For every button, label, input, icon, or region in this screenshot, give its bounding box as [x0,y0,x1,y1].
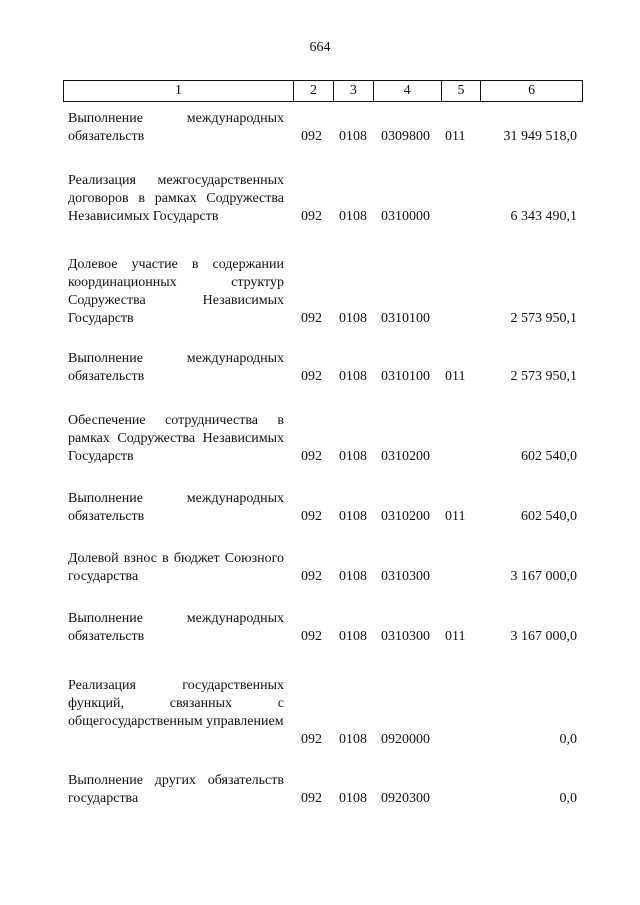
row-col-4: 0310000 [381,209,430,224]
row-col-4: 0310100 [381,369,430,384]
header-col-1: 1 [175,83,183,98]
page-number: 664 [309,40,331,55]
row-col-4: 0310300 [381,629,430,644]
row-col-6: 602 540,0 [521,509,577,524]
row-col-2: 092 [301,311,322,326]
header-col-3: 3 [333,81,373,101]
row-name: Долевое участие в содержании координационных структур Содружества Независимых Государств [68,257,284,326]
row-col-4: 0920300 [381,791,430,806]
row-col-2: 092 [301,369,322,384]
row-col-2: 092 [301,129,322,144]
row-col-3: 0108 [339,129,367,144]
row-col-6: 6 343 490,1 [510,209,577,224]
row-col-6: 2 573 950,1 [510,369,577,384]
row-col-3: 0108 [339,509,367,524]
header-col-6: 6 [480,81,582,101]
row-col-6: 2 573 950,1 [510,311,577,326]
row-col-6: 0,0 [559,732,577,747]
row-col-4: 0310100 [381,311,430,326]
row-col-4: 0310200 [381,449,430,464]
row-col-3: 0108 [339,311,367,326]
row-col-3: 0108 [339,209,367,224]
row-col-2: 092 [301,569,322,584]
row-col-6: 602 540,0 [521,449,577,464]
row-col-4: 0310200 [381,509,430,524]
header-col-5: 5 [441,81,481,101]
row-col-5: 011 [445,369,466,384]
row-col-4: 0920000 [381,732,430,747]
table-header [63,80,583,102]
row-name: Реализация межгосударственных договоров в рамках Содружества Независимых Государств [68,173,284,224]
row-col-3: 0108 [339,449,367,464]
row-name: Выполнение международных обязательств [68,491,284,524]
row-col-2: 092 [301,791,322,806]
row-col-6: 3 167 000,0 [510,569,577,584]
row-name: Реализация государственных функций, связанных с общегосударственным управлением [68,678,284,729]
row-col-3: 0108 [339,569,367,584]
row-name: Выполнение международных обязательств [68,351,284,384]
row-col-6: 3 167 000,0 [510,629,577,644]
header-col-2: 2 [293,81,333,101]
header-col-4: 4 [373,81,441,101]
row-col-5: 011 [445,629,466,644]
row-col-2: 092 [301,209,322,224]
row-col-5: 011 [445,509,466,524]
row-col-2: 092 [301,732,322,747]
row-col-3: 0108 [339,369,367,384]
row-col-2: 092 [301,509,322,524]
row-col-6: 0,0 [559,791,577,806]
row-col-6: 31 949 518,0 [503,129,577,144]
row-name: Выполнение международных обязательств [68,111,284,144]
row-col-3: 0108 [339,629,367,644]
row-col-2: 092 [301,629,322,644]
row-col-5: 011 [445,129,466,144]
row-col-3: 0108 [339,791,367,806]
row-name: Обеспечение сотрудничества в рамках Содружества Независимых Государств [68,413,284,464]
row-name: Долевой взнос в бюджет Союзного государства [68,551,284,584]
row-name: Выполнение других обязательств государства [68,773,284,806]
row-col-2: 092 [301,449,322,464]
row-name: Выполнение международных обязательств [68,611,284,644]
row-col-4: 0309800 [381,129,430,144]
row-col-4: 0310300 [381,569,430,584]
row-col-3: 0108 [339,732,367,747]
